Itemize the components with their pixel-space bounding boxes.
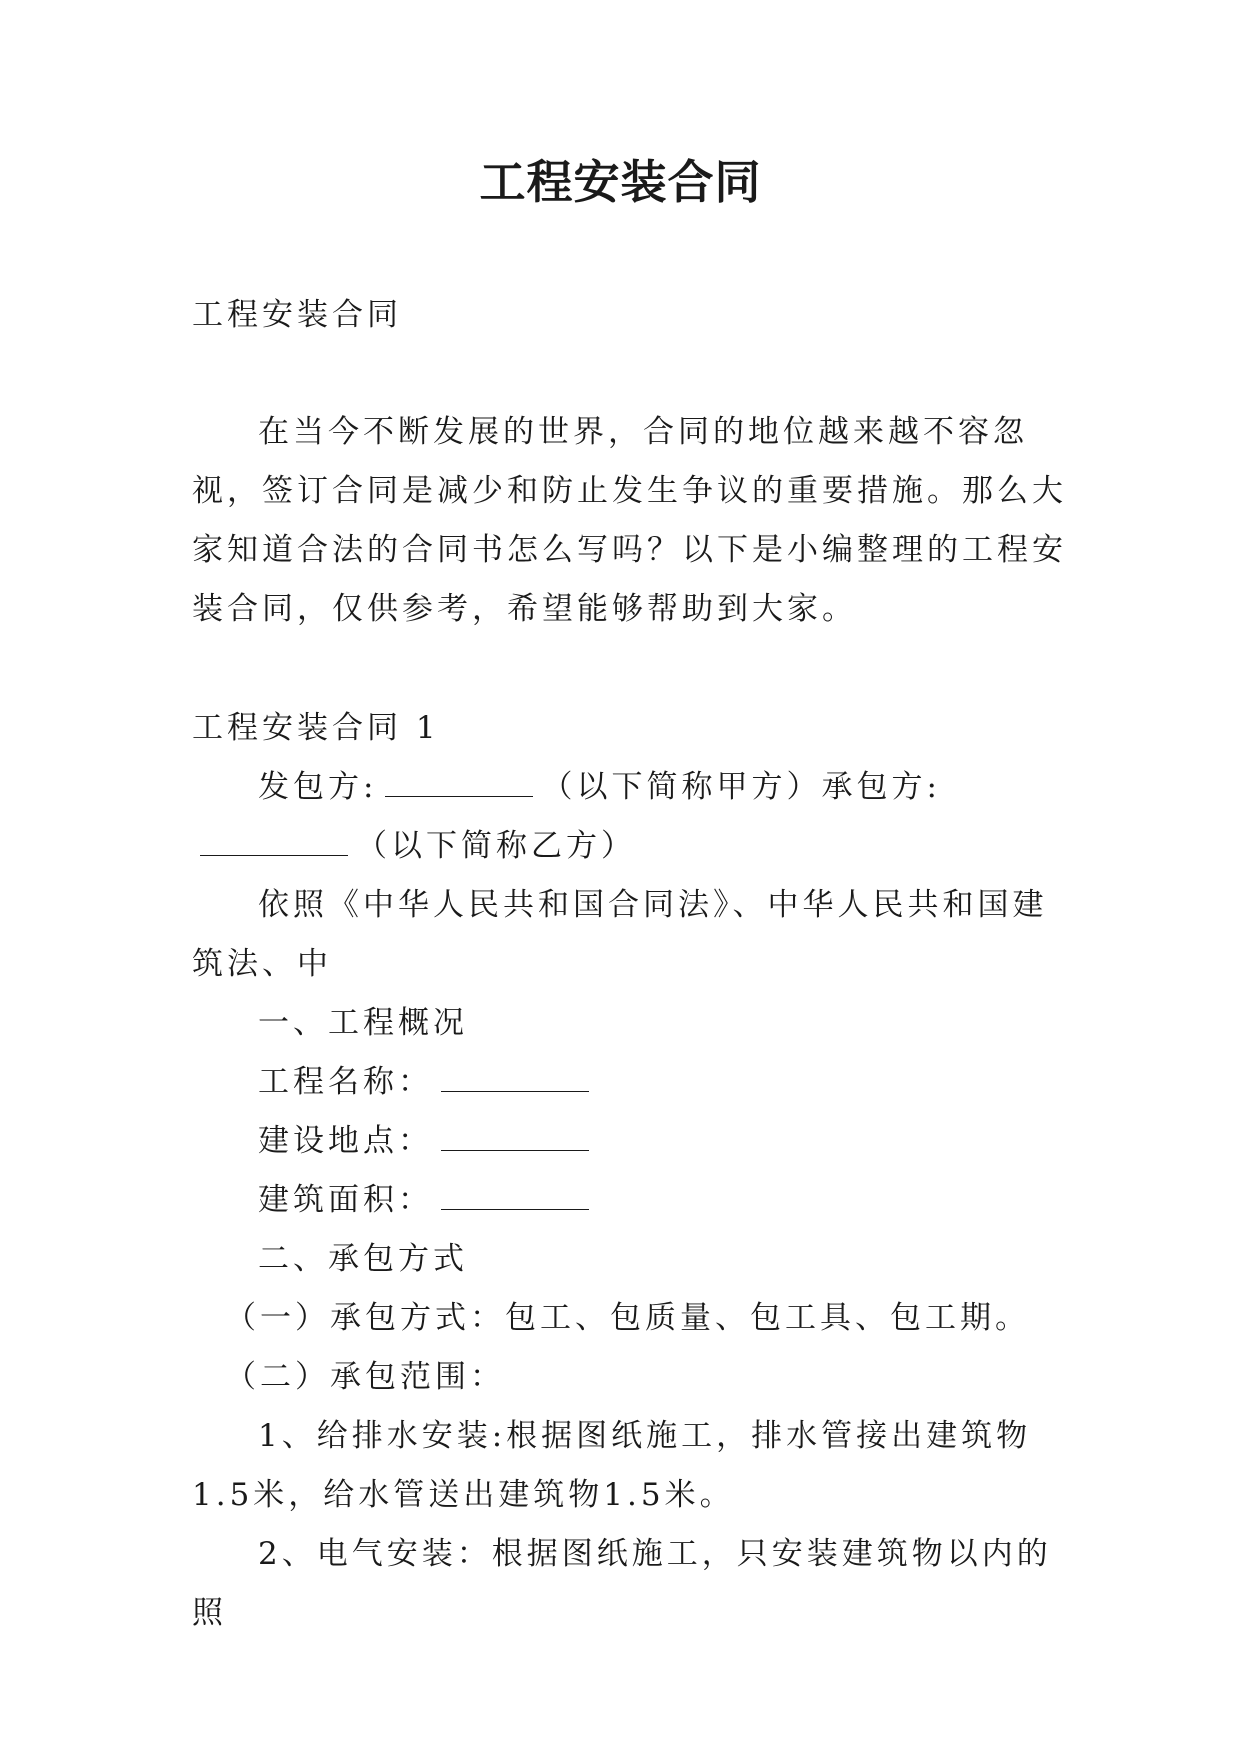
client-blank[interactable] (385, 774, 533, 797)
project-name-line (192, 1053, 1067, 1112)
project-name-blank[interactable] (441, 1069, 589, 1092)
parties-paragraph (192, 758, 1067, 876)
scope-item-2: 2、电气安装：根据图纸施工，只安装建筑物以内的照 (192, 1536, 1052, 1631)
overview-heading: 一、工程概况 (258, 1005, 468, 1041)
contract-mode-heading: 二、承包方式 (258, 1241, 468, 1277)
area-line (192, 1171, 1067, 1230)
contractor-blank[interactable] (200, 833, 348, 856)
mode-item-1: （一）承包方式：包工、包质量、包工具、包工期。 (225, 1300, 1030, 1336)
client-label: 发包方: (258, 769, 378, 805)
location-blank[interactable] (441, 1128, 589, 1151)
mode-item-2: （二）承包范围： (225, 1359, 505, 1395)
contractor-note: （以下简称乙方） (356, 828, 636, 864)
section-title: 工程安装合同 1 (192, 710, 440, 746)
area-blank[interactable] (441, 1187, 589, 1210)
location-line (192, 1112, 1067, 1171)
area-label: 建筑面积： (258, 1182, 433, 1218)
project-name-label: 工程名称： (258, 1064, 433, 1100)
intro-paragraph: 在当今不断发展的世界，合同的地位越来越不容忽视，签订合同是减少和防止发生争议的重要措施。那么大家知道合法的合同书怎么写吗？以下是小编整理的工程安装合同，仅供参考，希望能够帮助到大家。 (192, 414, 1067, 627)
document-body (192, 286, 1067, 1643)
basis-paragraph: 依照《中华人民共和国合同法》、中华人民共和国建筑法、中 (192, 887, 1048, 982)
document-title: 工程安装合同 (479, 155, 762, 209)
client-note: （以下简称甲方）承包方: (541, 769, 941, 805)
scope-item-1: 1、给排水安装:根据图纸施工，排水管接出建筑物1.5米，给水管送出建筑物1.5米。 (192, 1418, 1032, 1513)
location-label: 建设地点： (258, 1123, 433, 1159)
document-subtitle: 工程安装合同 (192, 297, 402, 333)
